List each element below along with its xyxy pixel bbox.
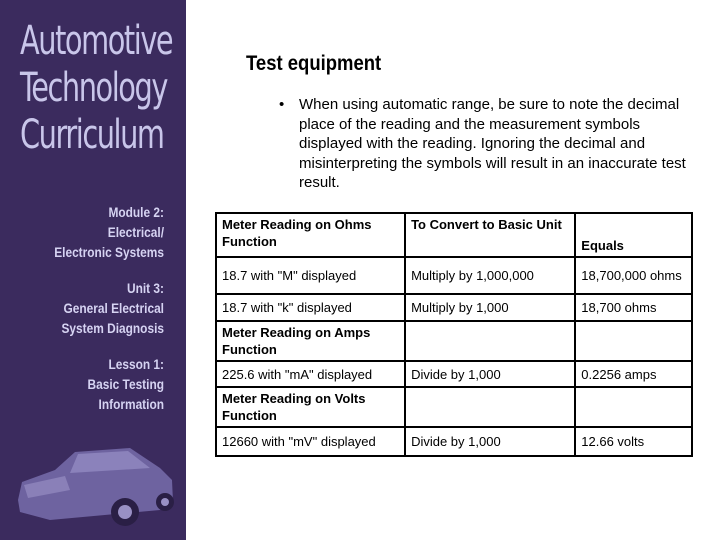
result-cell: 12.66 volts — [575, 427, 692, 456]
reading-cell: 12660 with "mV" displayed — [216, 427, 405, 456]
reading-cell: Meter Reading on Ohms Function — [216, 213, 405, 257]
table-row — [216, 427, 692, 456]
lesson-line: Lesson 1: — [108, 356, 164, 372]
table-section-header-row — [216, 213, 692, 257]
module-line: Electronic Systems — [54, 244, 165, 260]
brand-line: Technology — [20, 65, 167, 111]
table-section-header-row — [216, 387, 692, 427]
car-image — [10, 440, 180, 535]
reading-cell: Meter Reading on Amps Function — [216, 321, 405, 361]
result-cell: 18,700,000 ohms — [575, 257, 692, 294]
result-cell: 18,700 ohms — [575, 294, 692, 321]
result-cell: Equals — [575, 213, 692, 257]
conversion-cell: Divide by 1,000 — [405, 427, 575, 456]
module-line: Module 2: — [108, 204, 164, 220]
lesson-line: Basic Testing — [87, 376, 164, 392]
conversion-cell: Multiply by 1,000,000 — [405, 257, 575, 294]
unit-label — [20, 278, 165, 338]
conversion-cell: To Convert to Basic Unit — [405, 213, 575, 257]
table-row — [216, 257, 692, 294]
bullet-text: When using automatic range, be sure to note the decimal place of the reading and the measurement symbols displayed with the reading. Ignoring the decimal and misinterpreting the symbols will result in an inaccurate test result. — [299, 96, 686, 191]
curriculum-logo — [20, 18, 178, 159]
unit-line: System Diagnosis — [61, 320, 164, 336]
result-cell — [575, 321, 692, 361]
module-line: Electrical/ — [107, 224, 164, 240]
lesson-label — [20, 354, 165, 414]
brand-line: Automotive — [20, 18, 173, 64]
table-section-header-row — [216, 321, 692, 361]
module-label — [20, 202, 165, 262]
reading-cell: Meter Reading on Volts Function — [216, 387, 405, 427]
reading-cell: 225.6 with "mA" displayed — [216, 361, 405, 387]
conversion-cell: Divide by 1,000 — [405, 361, 575, 387]
conversion-cell — [405, 387, 575, 427]
slide-title: Test equipment — [246, 52, 382, 75]
conversion-cell — [405, 321, 575, 361]
unit-line: General Electrical — [63, 300, 164, 316]
lesson-line: Information — [98, 396, 164, 412]
conversion-cell: Multiply by 1,000 — [405, 294, 575, 321]
unit-line: Unit 3: — [126, 280, 164, 296]
sidebar — [0, 0, 186, 540]
table-row — [216, 361, 692, 387]
reading-cell: 18.7 with "k" displayed — [216, 294, 405, 321]
result-cell — [575, 387, 692, 427]
brand-line: Curriculum — [20, 112, 164, 158]
table-row — [216, 294, 692, 321]
result-cell: 0.2256 amps — [575, 361, 692, 387]
bullet-marker: • — [279, 96, 285, 113]
conversion-table — [215, 212, 693, 457]
reading-cell: 18.7 with "M" displayed — [216, 257, 405, 294]
